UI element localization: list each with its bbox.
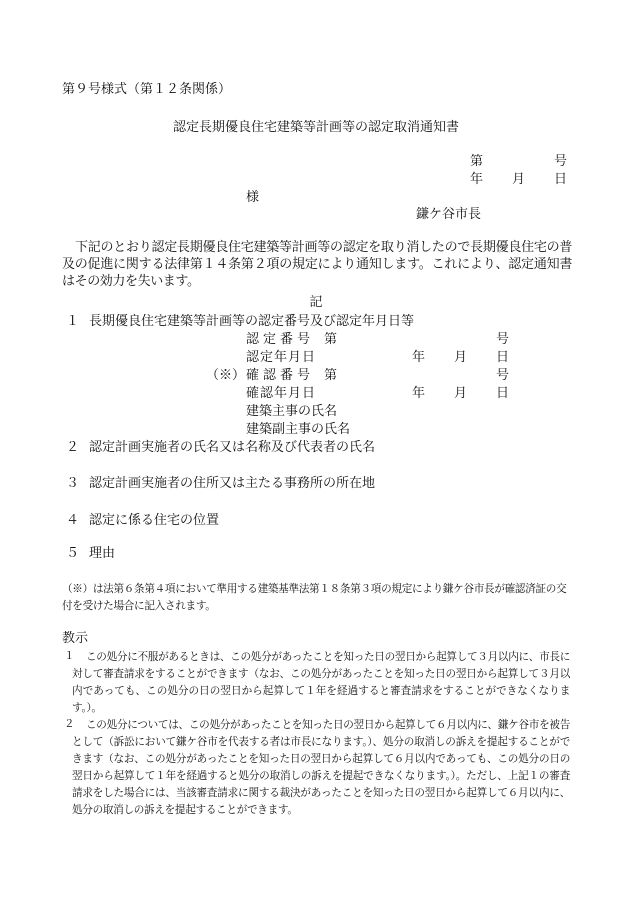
notice-body: 下記のとおり認定長期優良住宅建築等計画等の認定を取り消したので長期優良住宅の普及の促進に関する法律第１４条第２項の規定により通知します。これにより、認定通知書はその効力を失います。 — [62, 240, 572, 289]
number-suffix: 号 — [554, 154, 568, 169]
item-5-text: 理由 — [89, 546, 116, 561]
item-2-number: ２ — [66, 440, 80, 455]
conf-number-dai: 第 — [324, 368, 338, 383]
item-5-number: ５ — [66, 546, 80, 561]
conf-date-tsuki: 月 — [454, 386, 468, 401]
reference-note: （※）は法第６条第４項において準用する建築基準法第１８条第３項の規定により鎌ケ谷市長が確認済証の交付を受けた場合に記入されます。 — [62, 583, 567, 612]
instruction-2-text: この処分については、この処分があったことを知った日の翌日から起算して６月以内に、鎌ケ谷市を被告として（訴訟において鎌ケ谷市を代表する者は市長になります。）、処分の取消しの訴えを提起することができます（なお、この処分があったことを知った日の翌日から起算して６月以内であっても、この処分の日の翌日から起算して１年を経過すると処分の取消しの訴えを提起できなくなります。）。ただし、上記１の審査請求をした場合には、当該審査請求に関する裁決があったことを知った日の翌日から起算して６月以内に、処分の取消しの訴えを提起することができます。 — [72, 719, 570, 816]
conf-number-label: 確認番号 — [246, 368, 315, 383]
cert-date-hi: 日 — [496, 350, 510, 365]
conf-date-label: 確認年月日 — [246, 386, 317, 401]
item-3-number: ３ — [66, 476, 80, 491]
document-title: 認定長期優良住宅建築等計画等の認定取消通知書 — [172, 120, 460, 135]
item-2-text: 認定計画実施者の氏名又は名称及び代表者の氏名 — [89, 440, 376, 455]
instruction-1-text: この処分に不服があるときは、この処分があったことを知った日の翌日から起算して３月以内に、市長に対して審査請求をすることができます（なお、この処分があったことを知った日の翌日から起算して３月以内であっても、この処分の日の翌日から起算して１年を経過すると審査請求をすることができなくなります。）。 — [72, 651, 570, 714]
cert-number-go: 号 — [496, 332, 510, 347]
item-3-text: 認定計画実施者の住所又は主たる事務所の所在地 — [89, 476, 376, 491]
date-day: 日 — [554, 172, 568, 187]
form-number: 第９号様式（第１２条関係） — [62, 82, 232, 97]
item-1-text: 長期優良住宅建築等計画等の認定番号及び認定年月日等 — [89, 314, 415, 329]
cert-number-label: 認定番号 — [246, 332, 315, 347]
addressee-sama: 様 — [246, 190, 260, 205]
ki-label: 記 — [309, 295, 323, 310]
instruction-heading: 教示 — [62, 631, 89, 646]
conf-date-nen: 年 — [412, 386, 426, 401]
cert-date-tsuki: 月 — [454, 350, 468, 365]
cert-date-nen: 年 — [412, 350, 426, 365]
item-4-text: 認定に係る住宅の位置 — [89, 513, 220, 528]
conf-date-hi: 日 — [496, 386, 510, 401]
cert-number-dai: 第 — [324, 332, 338, 347]
item-1-number: １ — [66, 314, 80, 329]
cert-date-label: 認定年月日 — [246, 350, 317, 365]
date-month: 月 — [512, 172, 526, 187]
item-4-number: ４ — [66, 513, 80, 528]
deputy-name-label: 建築副主事の氏名 — [246, 422, 351, 437]
reference-mark: （※） — [206, 368, 246, 383]
chief-name-label: 建築主事の氏名 — [246, 404, 338, 419]
instruction-2-number: ２ — [64, 718, 75, 730]
conf-number-go: 号 — [496, 368, 510, 383]
number-prefix: 第 — [470, 154, 484, 169]
date-year: 年 — [470, 172, 484, 187]
instruction-1-number: １ — [64, 650, 75, 662]
issuer-name: 鎌ケ谷市長 — [416, 207, 482, 222]
